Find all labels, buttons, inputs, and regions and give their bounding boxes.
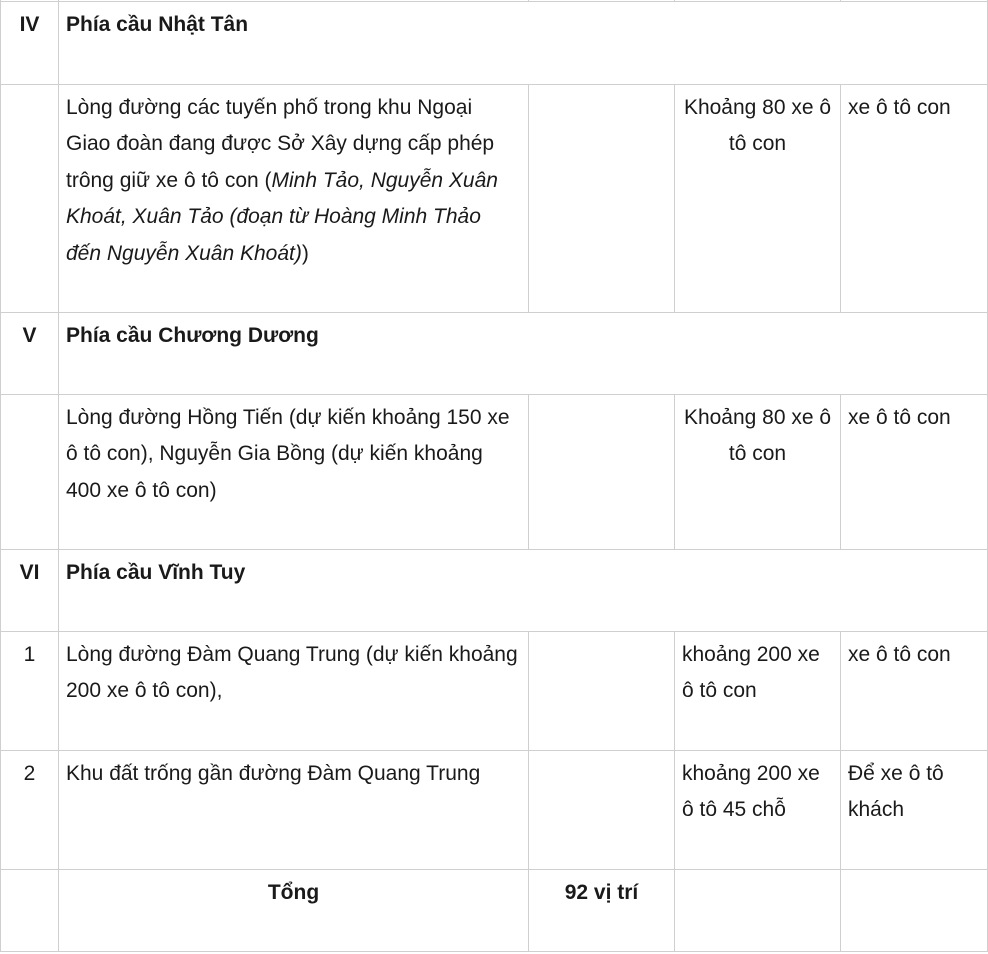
vehicle-cell: xe ô tô con xyxy=(841,84,988,312)
section-index: V xyxy=(1,312,59,394)
row-index xyxy=(1,84,59,312)
location-text: Lòng đường các tuyến phố trong khu Ngoại Giao đoàn đang được Sở Xây dựng cấp phép trông giữ xe ô tô con ( xyxy=(66,95,495,192)
vehicle-cell: xe ô tô con xyxy=(841,631,988,750)
section-index: VI xyxy=(1,549,59,631)
row-index xyxy=(1,394,59,549)
row-index: 1 xyxy=(1,631,59,750)
positions-cell xyxy=(529,631,675,750)
section-index: IV xyxy=(1,1,59,84)
row-index: 2 xyxy=(1,750,59,869)
location-tail-text: ) xyxy=(301,241,309,265)
vehicle-cell: xe ô tô con xyxy=(841,394,988,549)
section-row xyxy=(1,549,988,631)
section-title: Phía cầu Vĩnh Tuy xyxy=(59,549,988,631)
location-cell: Lòng đường Hồng Tiến (dự kiến khoảng 150 xe ô tô con), Nguyễn Gia Bồng (dự kiến khoảng 400 xe ô tô con) xyxy=(59,394,529,549)
vehicle-cell: Để xe ô tô khách xyxy=(841,750,988,869)
total-index-cell xyxy=(1,869,59,951)
location-cell xyxy=(59,84,529,312)
total-capacity-cell xyxy=(675,869,841,951)
table-row xyxy=(1,394,988,549)
positions-cell xyxy=(529,84,675,312)
location-cell: Khu đất trống gần đường Đàm Quang Trung xyxy=(59,750,529,869)
table-row xyxy=(1,631,988,750)
section-row xyxy=(1,312,988,394)
location-cell: Lòng đường Đàm Quang Trung (dự kiến khoảng 200 xe ô tô con), xyxy=(59,631,529,750)
section-title: Phía cầu Nhật Tân xyxy=(59,1,988,84)
location-italic-text: Minh Tảo, Nguyễn Xuân Khoát, Xuân Tảo (đoạn từ Hoàng Minh Thảo đến Nguyễn Xuân Khoát) xyxy=(66,168,498,265)
total-positions: 92 vị trí xyxy=(529,869,675,951)
capacity-cell: khoảng 200 xe ô tô 45 chỗ xyxy=(675,750,841,869)
section-row xyxy=(1,1,988,84)
positions-cell xyxy=(529,750,675,869)
capacity-cell: khoảng 200 xe ô tô con xyxy=(675,631,841,750)
positions-cell xyxy=(529,394,675,549)
capacity-cell: Khoảng 80 xe ô tô con xyxy=(675,84,841,312)
capacity-cell: Khoảng 80 xe ô tô con xyxy=(675,394,841,549)
section-title: Phía cầu Chương Dương xyxy=(59,312,988,394)
total-row xyxy=(1,869,988,951)
total-vehicle-cell xyxy=(841,869,988,951)
total-label: Tổng xyxy=(59,869,529,951)
table-row xyxy=(1,750,988,869)
table-row xyxy=(1,84,988,312)
